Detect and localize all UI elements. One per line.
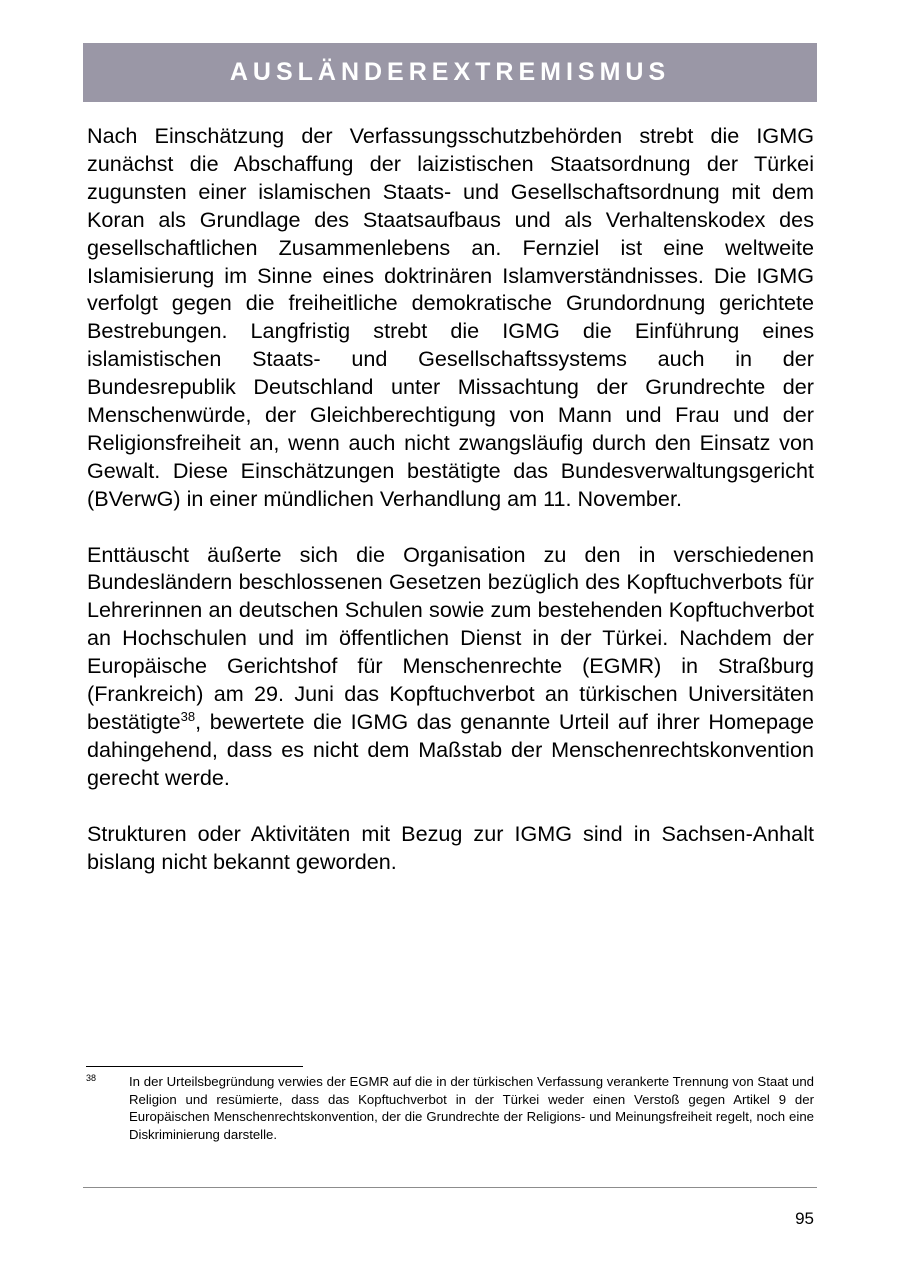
footnote bbox=[86, 1073, 814, 1143]
paragraph-2-text-end: , bewertete die IGMG das genannte Urteil auf ihrer Homepage dahingehend, dass es nicht dem Maßstab der Menschenrechtskonvention gerecht werde. bbox=[87, 709, 814, 790]
chapter-title: AUSLÄNDEREXTREMISMUS bbox=[229, 58, 671, 86]
chapter-header-band bbox=[83, 43, 817, 102]
paragraph-2-text-start: Enttäuscht äußerte sich die Organisation zu den in verschiedenen Bundesländern beschlossenen Gesetzen bezüglich des Kopftuchverbots für Lehrerinnen an deutschen Schulen sowie zum bestehenden Kopftuchverbot an Hochschulen und im öffentlichen Dienst in der Türkei. Nachdem der Europäische Gerichtshof für Menschenrechte (EGMR) in Straßburg (Frankreich) am 29. Juni das Kopftuchverbot an türkischen Universitäten bestätigte bbox=[87, 541, 814, 735]
footnote-separator bbox=[86, 1066, 303, 1067]
body-text bbox=[87, 122, 814, 903]
footnote-number: 38 bbox=[86, 1073, 97, 1083]
page-number: 95 bbox=[795, 1209, 814, 1228]
paragraph-1: Nach Einschätzung der Verfassungsschutzbehörden strebt die IGMG zunächst die Abschaffung der laizistischen Staatsordnung der Türkei zugunsten einer islamischen Staats- und Gesellschaftsordnung mit dem Koran als Grundlage des Staatsaufbaus und als Verhaltenskodex des gesellschaftlichen Zusammenlebens an. Fernziel ist eine weltweite Islamisierung im Sinne eines doktrinären Islamverständnisses. Die IGMG verfolgt gegen die freiheitliche demokratische Grundordnung gerichtete Bestrebungen. Langfristig strebt die IGMG die Einführung eines islamistischen Staats- und Gesellschaftssystems auch in der Bundesrepublik Deutschland unter Missachtung der Grundrechte der Menschenwürde, der Gleichberechtigung von Mann und Frau und der Religionsfreiheit an, wenn auch nicht zwangsläufig durch den Einsatz von Gewalt. Diese Einschätzungen bestätigte das Bundesverwaltungsgericht (BVerwG) in einer mündlichen Verhandlung am 11. November. bbox=[87, 123, 814, 511]
footnote-text: In der Urteilsbegründung verwies der EGMR auf die in der türkischen Verfassung verankerte Trennung von Staat und Religion und resümierte, dass das Kopftuchverbot in der Türkei weder einen Verstoß gegen Artikel 9 der Europäischen Menschenrechtskonvention, der die Grundrechte der Religions- und Meinungsfreiheit regelt, noch eine Diskriminierung darstelle. bbox=[129, 1074, 814, 1142]
footnote-reference[interactable]: 38 bbox=[180, 709, 196, 725]
paragraph-3: Strukturen oder Aktivitäten mit Bezug zur IGMG sind in Sachsen-Anhalt bislang nicht bekannt geworden. bbox=[87, 820, 814, 874]
paragraph-2 bbox=[87, 541, 814, 792]
page-footer-rule bbox=[83, 1187, 817, 1188]
